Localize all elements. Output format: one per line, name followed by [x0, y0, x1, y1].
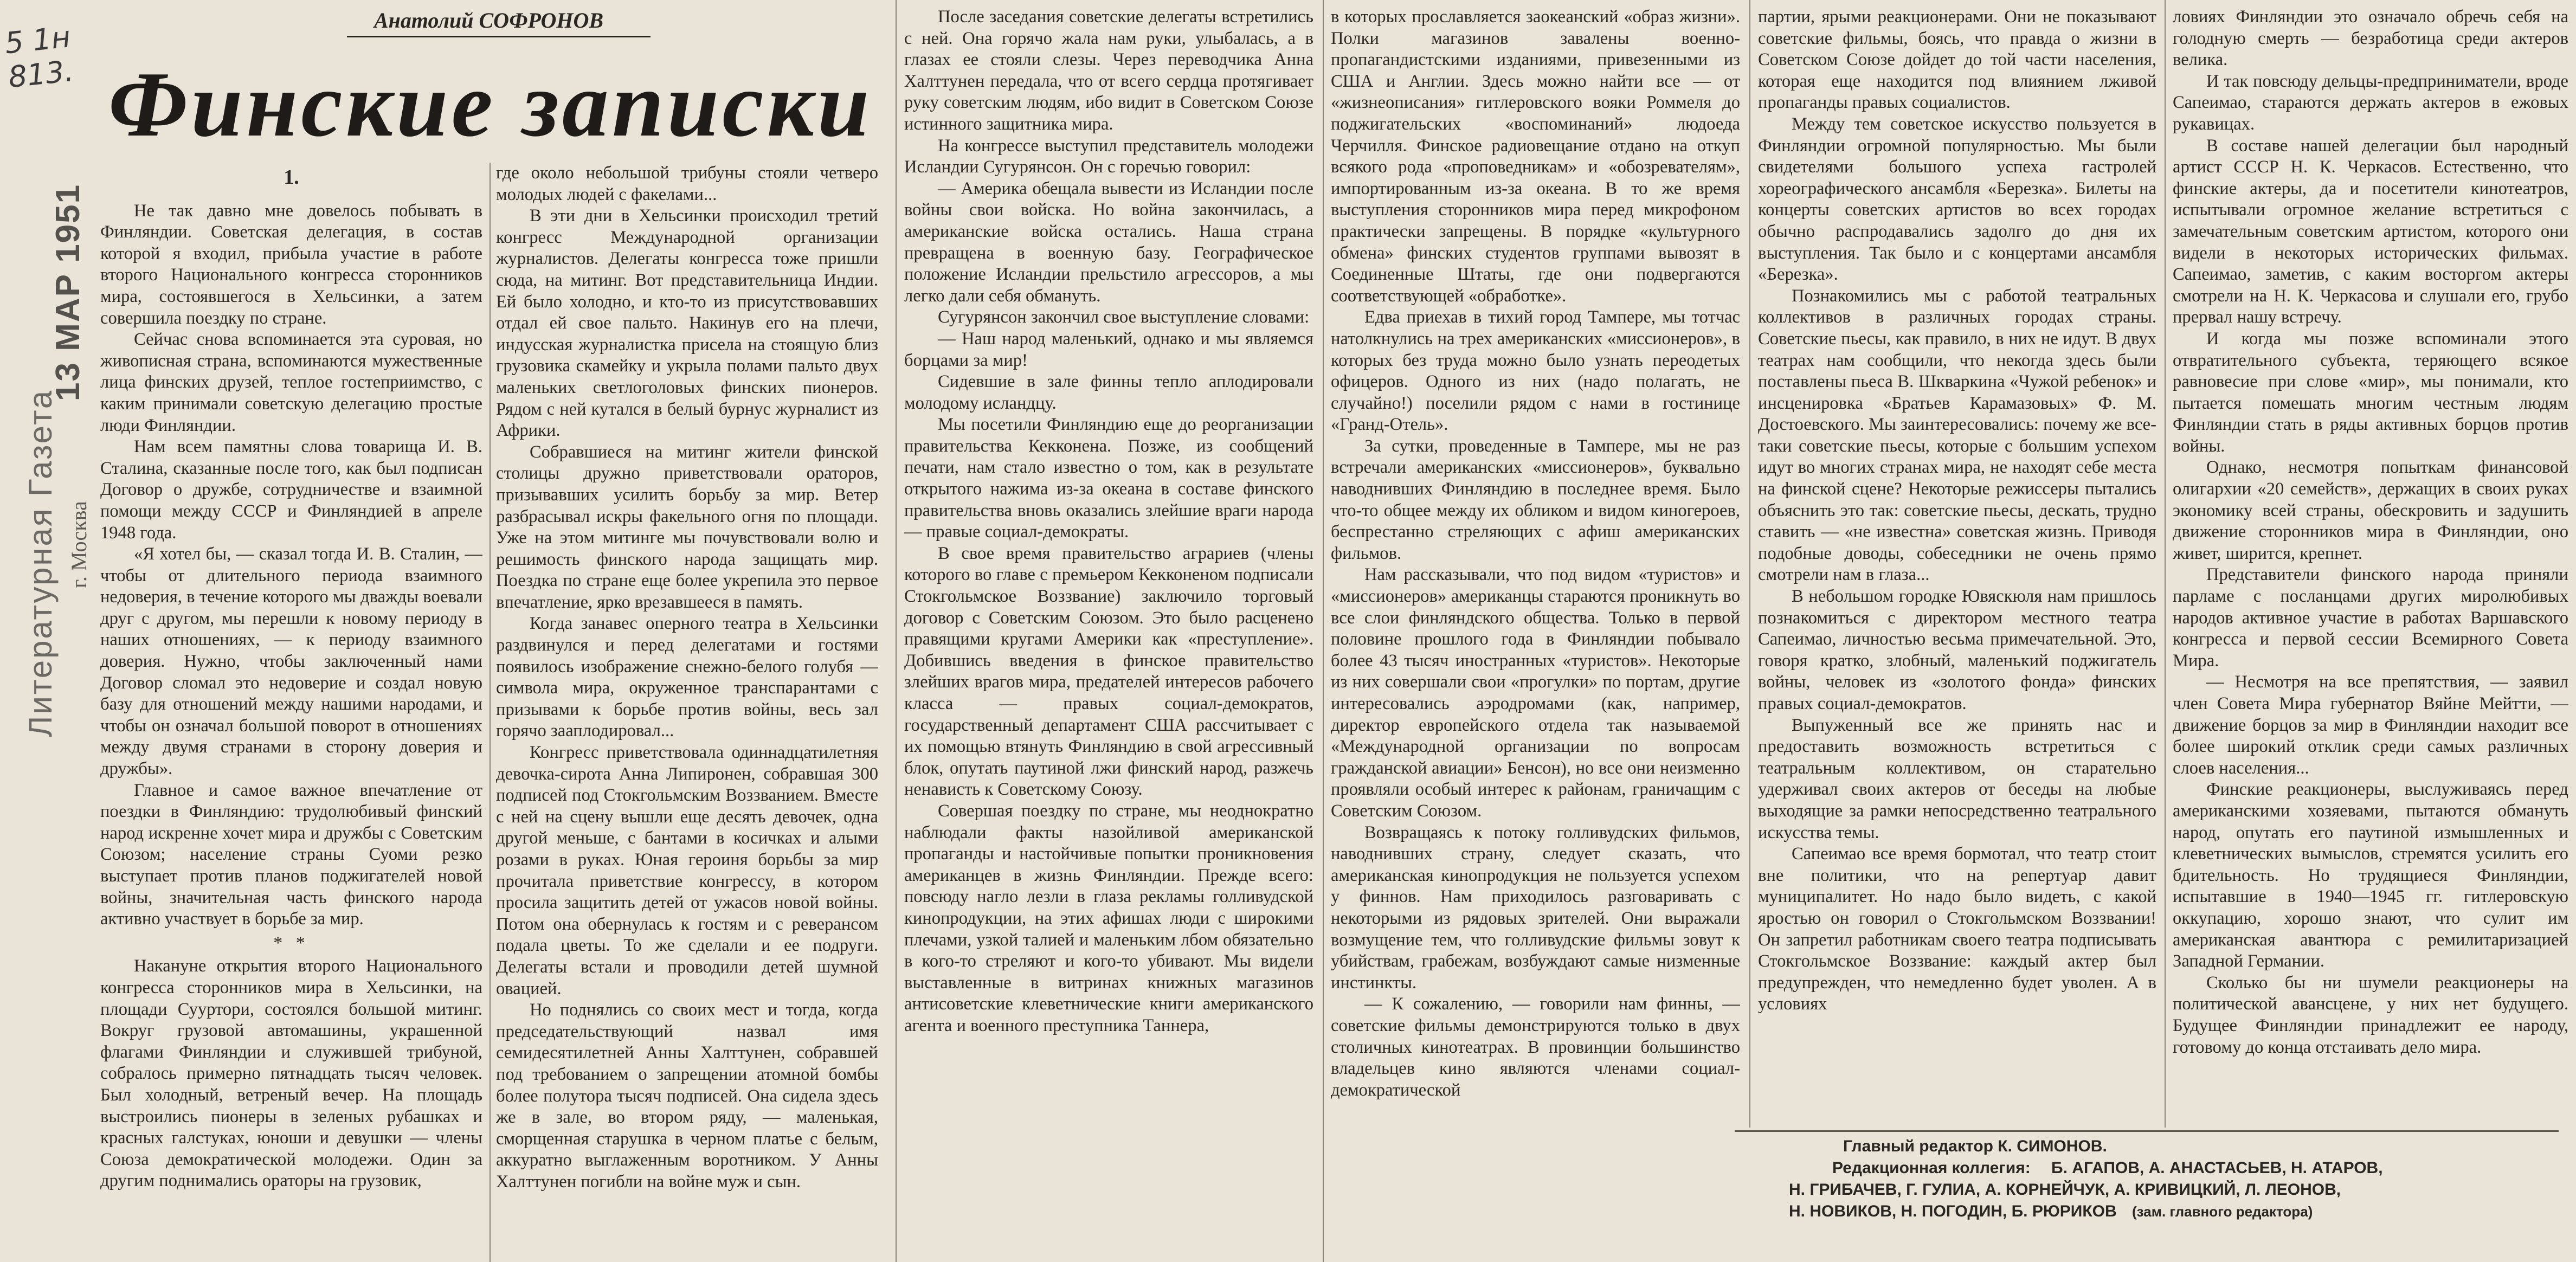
- board-line: [1735, 1157, 2559, 1179]
- article-headline: Финские записки: [108, 53, 873, 156]
- paragraph: — К сожалению, — говорили нам финны, — советские фильмы демонстрируются только в двух столичных кинотеатрах. В провинции большинство владельцев кино являются членами социал-демократической: [1331, 994, 1740, 1100]
- column-rule: [490, 163, 491, 1262]
- text-column-4: [1331, 7, 1740, 1262]
- paragraph: В свое время правительство аграриев (члены которого во главе с премьером Кекконеном подписали Стокгольмское Воззвание) заключило торговый договор с Советским Союзом. Это было расценено правящими кругами Америки как «преступление». Добившись введения в финское правительство злейших врагов мира, предателей интересов рабочего класса — правых социал-демократов, государственный департамент США рассчитывает с их помощью втянуть Финляндию в свой агрессивный блок, опутать паутиной лжи финский народ, разжечь ненависть к Советскому Союзу.: [904, 543, 1313, 800]
- paragraph: Финские реакционеры, выслуживаясь перед американскими хозяевами, пытаются обмануть народ, опутать его паутиной измышленных и клеветнических вымыслов, стремятся усилить его бдительность. Но трудящиеся Финляндии, испытавшие в 1940—1945 гг. гитлеровскую оккупацию, хорошо знают, что сулит им американская авантюра с ремилитаризацией Западной Германии.: [2173, 780, 2568, 971]
- paragraph: Между тем советское искусство пользуется в Финляндии огромной популярностью. Мы были свидетелями большого успеха гастролей хореографического ансамбля «Березка». Билеты на концерты советских артистов во всех городах обычно распродавались задолго до дня их выступления. Так было и с концертами ансамбля «Березка».: [1758, 114, 2156, 285]
- paragraph: Выпуженный все же принять нас и предоставить возможность встретиться с театральным коллективом, он старательно удерживал своих актеров от беседы на любые выходящие за рамки непосредственно театрального искусства темы.: [1758, 715, 2156, 842]
- paragraph: Когда занавес оперного театра в Хельсинки раздвинулся и перед делегатами и гостями появилось изображение снежно-белого голубя — символа мира, окруженное транспарантами с призывами к борьбе против войны, весь зал горячо зааплодировал...: [496, 614, 878, 741]
- board-members-1: Б. АГАПОВ, А. АНАСТАСЬЕВ, Н. АТАРОВ,: [2051, 1159, 2383, 1177]
- editor-label: Главный редактор: [1843, 1137, 1993, 1155]
- board-members-3-line: [1735, 1201, 2559, 1222]
- column-rule: [2165, 0, 2166, 1128]
- column-rule: [896, 0, 897, 1262]
- text-column-2: [496, 163, 878, 1262]
- paragraph: В эти дни в Хельсинки происходил третий конгресс Международной организации журналистов. Делегаты конгресса тоже пришли сюда, на митинг. Вот представительница Индии. Ей было холодно, и кто-то из присутствовавших отдал ей свое пальто. Накинув его на плечи, индусская журналистка присела на стоящую близ грузовика скамейку и укрыла полами пальто двух маленьких светлоголовых финских пионеров. Рядом с ней кутался в белый бурнус журналист из Африки.: [496, 206, 878, 441]
- paragraph: Представители финского народа приняли парламе с посланцами других миролюбивых народов активное участие в работах Варшавского конгресса и первой сессии Всемирного Совета Мира.: [2173, 565, 2568, 671]
- text-column-3: [904, 7, 1313, 1262]
- date-stamp: 13 МАР 1951: [49, 183, 87, 401]
- paragraph: Сейчас снова вспоминается эта суровая, но живописная страна, вспоминаются мужественные лица финских друзей, теплое гостеприимство, с каким принимали советскую делегацию простые люди Финляндии.: [100, 330, 482, 435]
- paragraph: На конгрессе выступил представитель молодежи Исландии Сугурянсон. Он с горечью говорил:: [904, 136, 1313, 177]
- paragraph: Сугурянсон закончил свое выступление словами:: [937, 307, 1310, 327]
- paragraph: Главное и самое важное впечатление от поездки в Финляндию: трудолюбивый финский народ искренне хочет мира и дружбы с Советским Союзом; население страны Суоми резко выступает против планов поджигателей новой войны, значительная часть финского народа активно участвует в борьбе за мир.: [100, 780, 482, 929]
- paragraph: И когда мы позже вспоминали этого отвратительного субъекта, теряющего всякое равновесие при слове «мир», мы понимали, кто пытается помешать многим честным людям Финляндии стать в ряды активных борцов против войны.: [2173, 329, 2568, 456]
- board-members-note: (зам. главного редактора): [2132, 1203, 2313, 1220]
- text-column-1: [100, 163, 482, 1262]
- paragraph: — Наш народ маленький, однако и мы являемся борцами за мир!: [904, 329, 1313, 370]
- newspaper-masthead: Литературная Газета: [22, 389, 59, 737]
- column-rule: [1749, 0, 1750, 1128]
- paragraph: Мы посетили Финляндию еще до реорганизации правительства Кекконена. Позже, из сообщений печати, нам стало известно о том, как в результате открытого нажима из-за океана в составе финского правительства вновь оказались злейшие враги народа — правые социал-демократы.: [904, 415, 1313, 542]
- editor-name: К. СИМОНОВ.: [1998, 1137, 2107, 1155]
- paragraph: партии, ярыми реакционерами. Они не показывают советские фильмы, боясь, что правда о жизни в Советском Союзе дойдет до той части населения, которая еще находится под влиянием лживой пропаганды правых социалистов.: [1758, 7, 2156, 113]
- paragraph: Едва приехав в тихий город Тампере, мы тотчас натолкнулись на трех американских «миссионеров», в которых без труда можно было узнать переодетых офицеров. Одного из них (надо полагать, не случайно!) поселили рядом с нами в гостинице «Гранд-Отель».: [1331, 307, 1740, 435]
- article-author: Анатолий СОФРОНОВ: [374, 8, 604, 33]
- paragraph: Нам всем памятны слова товарища И. В. Сталина, сказанные после того, как был подписан Договор о дружбе, сотрудничестве и взаимной помощи между СССР и Финляндией в апреле 1948 года.: [100, 437, 482, 543]
- editor-line: [1735, 1136, 2559, 1157]
- board-members-3: Н. НОВИКОВ, Н. ПОГОДИН, Б. РЮРИКОВ: [1789, 1202, 2117, 1220]
- paragraph: Сидевшие в зале финны тепло аплодировали молодому исландцу.: [904, 372, 1313, 413]
- paragraph: где около небольшой трибуны стояли четверо молодых людей с факелами...: [496, 163, 878, 204]
- paragraph: Конгресс приветствовала одиннадцатилетняя девочка-сирота Анна Липиронен, собравшая 300 подписей под Стокгольмским Воззванием. Вместе с ней на сцену вышли еще десять девочек, одна другой меньше, с бантами в косичках и алыми розами в руках. Юная героиня борьбы за мир прочитала приветствие конгрессу, в котором просила защитить детей от ужасов новой войны. Потом она обернулась к гостям и с реверансом подала цветы. То же сделали и ее подруги. Делегаты встали и проводили детей шумной овацией.: [496, 743, 878, 999]
- paragraph: За сутки, проведенные в Тампере, мы не раз встречали американских «миссионеров», буквально наводнивших Финляндию в последнее время. Было что-то общее между их обликом и видом киногероев, беспрестанно стреляющих с афиш американских фильмов.: [1331, 436, 1740, 563]
- board-members-2: Н. ГРИБАЧЕВ, Г. ГУЛИА, А. КОРНЕЙЧУК, А. КРИВИЦКИЙ, Л. ЛЕОНОВ,: [1789, 1181, 2341, 1199]
- margin-strip: [0, 0, 95, 1262]
- editorial-board: [1735, 1136, 2559, 1258]
- paragraph: В составе нашей делегации был народный артист СССР Н. К. Черкасов. Естественно, что финские актеры, да и посетители кинотеатров, испытывали огромное желание встретиться с замечательным советским артистом, которого они видели в некоторых исторических фильмах. Сапеимао, заметив, с каким восторгом актеры смотрели на Н. К. Черкасова и слушали его, грубо прервал нашу встречу.: [2173, 136, 2568, 327]
- text-column-5: [1758, 7, 2156, 1123]
- paragraph: В небольшом городке Ювяскюля нам пришлось познакомиться с директором местного театра Сапеимао, личностью весьма примечательной. Это, говоря кратко, злобный, маленький поджигатель войны, человек из «золотого фонда» финских правых социал-демократов.: [1758, 587, 2156, 713]
- paragraph: Совершая поездку по стране, мы неоднократно наблюдали факты назойливой американской пропаганды и настойчивые попытки проникновения американцев в жизнь Финляндии. Прежде всего: повсюду нагло лезли в глаза рекламы голливудской кинопродукции, на этих афишах люди с широкими плечами, узкой талией и маленьким лбом обязательно в кого-то стреляют и кого-то убивают. Мы видели выставленные в витринах книжных магазинов антисоветские клеветнические книги американского агента и военного преступника Таннера,: [904, 801, 1313, 1035]
- paragraph: Возвращаясь к потоку голливудских фильмов, наводнивших страну, следует сказать, что американская кинопродукция не пользуется успехом у финнов. Нам приходилось разговаривать с некоторыми из рядовых зрителей. Они выражали возмущение тем, что голливудские фильмы зовут к убийствам, грабежам, возбуждают самые низменные инстинкты.: [1331, 822, 1740, 993]
- author-rule: [347, 36, 651, 37]
- paragraph: Не так давно мне довелось побывать в Финляндии. Советская делегация, в состав которой я входил, прибыла участие в работе второго Национального конгресса сторонников мира, состоявшегося в Хельсинки, а затем совершила поездку по стране.: [100, 201, 482, 328]
- board-label: Редакционная коллегия:: [1832, 1159, 2031, 1177]
- paragraph: Нам рассказывали, что под видом «туристов» и «миссионеров» американцы стараются проникнуть во все слои финляндского общества. Только в первой половине прошлого года в Финляндии побывало более 43 тысяч иностранных «туристов». Некоторые из них совершали свои «прогулки» по портам, другие интересовались аэродромами (как, например, директор европейского отдела так называемой «Международной организации по вопросам гражданской авиации» Бенсон), но все они неизменно проявляли особый интерес к районам, граничащим с Советским Союзом.: [1331, 565, 1740, 821]
- paragraph: — Америка обещала вывести из Исландии после войны свои войска. Но война закончилась, а американские войска остались. Наша страна превращена в военную базу. Географическое положение Исландии прельстило агрессоров, а мы легко дали себя обмануть.: [904, 178, 1313, 306]
- paragraph: «Я хотел бы, — сказал тогда И. В. Сталин, — чтобы от длительного периода взаимного недоверия, в течение которого мы дважды воевали друг с другом, мы перешли к новому периоду в наших отношениях, — к периоду взаимного доверия. Нужно, чтобы заключенный нами Договор сломал это недоверие и создал новую базу для отношений между нашими народами, и чтобы он означал большой поворот в отношениях между двумя странами в сторону доверия и дружбы».: [100, 544, 482, 779]
- column-rule: [1323, 0, 1324, 1262]
- paragraph: Собравшиеся на митинг жители финской столицы дружно приветствовали ораторов, призывавших усилить борьбу за мир. Ветер разбрасывал искры факельного огня по площади. Уже на этом митинге мы почувствовали волю и решимость финского народа защищать мир. Поездка по стране еще более укрепила это первое впечатление, ярко врезавшееся в память.: [496, 442, 878, 612]
- paragraph: Накануне открытия второго Национального конгресса сторонников мира в Хельсинки, на площади Сууртори, состоялся большой митинг. Вокруг грузовой автомашины, украшенной флагами Финляндии и служившей трибуной, собралось примерно пятнадцать тысяч человек. Был холодный, ветреный вечер. На площадь выстроились пионеры в зеленых рубашках и красных галстуках, юноши и девушки — члены Союза демократической молодежи. Один за другим поднимались ораторы на грузовик,: [100, 956, 482, 1191]
- paragraph: ловиях Финляндии это означало обречь себя на голодную смерть — безработица среди актеров велика.: [2173, 7, 2568, 70]
- paragraph: в которых прославляется заокеанский «образ жизни». Полки магазинов завалены военно-пропагандистскими изданиями, привезенными из США и Англии. Здесь можно найти все — от «жизнеописания» гитлеровского вояки Роммеля до поджигательских «воспоминаний» людоеда Черчилля. Финское радиовещание отдано на откуп всякого рода «проповедникам» и «обозревателям», импортированным из-за океана. В то же время выступления сторонников мира перед микрофоном практически запрещены. В порядке «культурного обмена» финских студентов группами вывозят в Соединенные Штаты, где они подвергаются соответствующей «обработке».: [1331, 7, 1740, 306]
- paragraph: — Несмотря на все препятствия, — заявил член Совета Мира губернатор Вяйне Мейтти, — движение борцов за мир в Финляндии находит все более широкий отклик среди самых различных слоев населения...: [2173, 672, 2568, 778]
- handwritten-note: 5 1н 813.: [3, 20, 75, 95]
- paragraph: После заседания советские делегаты встретились с ней. Она горячо жала нам руки, улыбалась, а в глазах ее стояли слезы. Через переводчика Анна Халттунен передала, что от всего сердца протягивает руку советским людям, ибо видит в Советском Союзе истинного защитника мира.: [904, 7, 1313, 134]
- paragraph: Познакомились мы с работой театральных коллективов в различных городах страны. Советские пьесы, как правило, в них не идут. В двух театрах нам сообщили, что некогда здесь были поставлены пьеса В. Шкваркина «Чужой ребенок» и инсценировка «Братьев Карамазовых» Ф. М. Достоевского. Мы заинтересовались: почему же все-таки советские пьесы, которые с большим успехом идут во многих странах мира, не находят себе места на финской сцене? Некоторые режиссеры пытались объяснить это так: советские пьесы, дескать, трудно ставить — «не известна» советская жизнь. Приводя подобные доводы, собеседники не очень прямо смотрели нам в глаза...: [1758, 286, 2156, 585]
- paragraph: Сапеимао все время бормотал, что театр стоит вне политики, что на репертуар давит муниципалитет. Но надо было видеть, с какой яростью он говорил о Стокгольмском Воззвании! Он запретил работникам своего театра подписывать Стокгольмское Воззвание: каждый актер был предупрежден, что немедленно будет уволен. А в условиях: [1758, 844, 2156, 1014]
- board-rule: [1735, 1130, 2559, 1132]
- section-divider: * *: [273, 932, 310, 953]
- city-label: г. Москва: [67, 501, 91, 588]
- text-column-6: [2173, 7, 2568, 1123]
- paragraph: Однако, несмотря попыткам финансовой олигархии «20 семейств», держащих в своих руках экономику всей страны, обескровить и задушить движение сторонников мира в Финляндии, оно живет, ширится, крепнет.: [2173, 458, 2568, 563]
- paragraph: И так повсюду дельцы-предприниматели, вроде Сапеимао, стараются держать актеров в ежовых рукавицах.: [2173, 71, 2568, 134]
- paragraph: Но поднялись со своих мест и тогда, когда председательствующий назвал имя семидесятилетней Анны Халттунен, собравшей под требованием о запрещении атомной бомбы более полутора тысяч подписей. Она сидела здесь же в зале, во втором ряду, — маленькая, сморщенная старушка в черном платье с белым, аккуратно выглаженным воротником. У Анны Халттунен погибли на войне муж и сын.: [496, 1000, 878, 1192]
- paragraph: Сколько бы ни шумели реакционеры на политической авансцене, у них нет будущего. Будущее Финляндии принадлежит ее народу, готовому до конца отстаивать дело мира.: [2173, 973, 2568, 1057]
- section-number: 1.: [284, 166, 299, 189]
